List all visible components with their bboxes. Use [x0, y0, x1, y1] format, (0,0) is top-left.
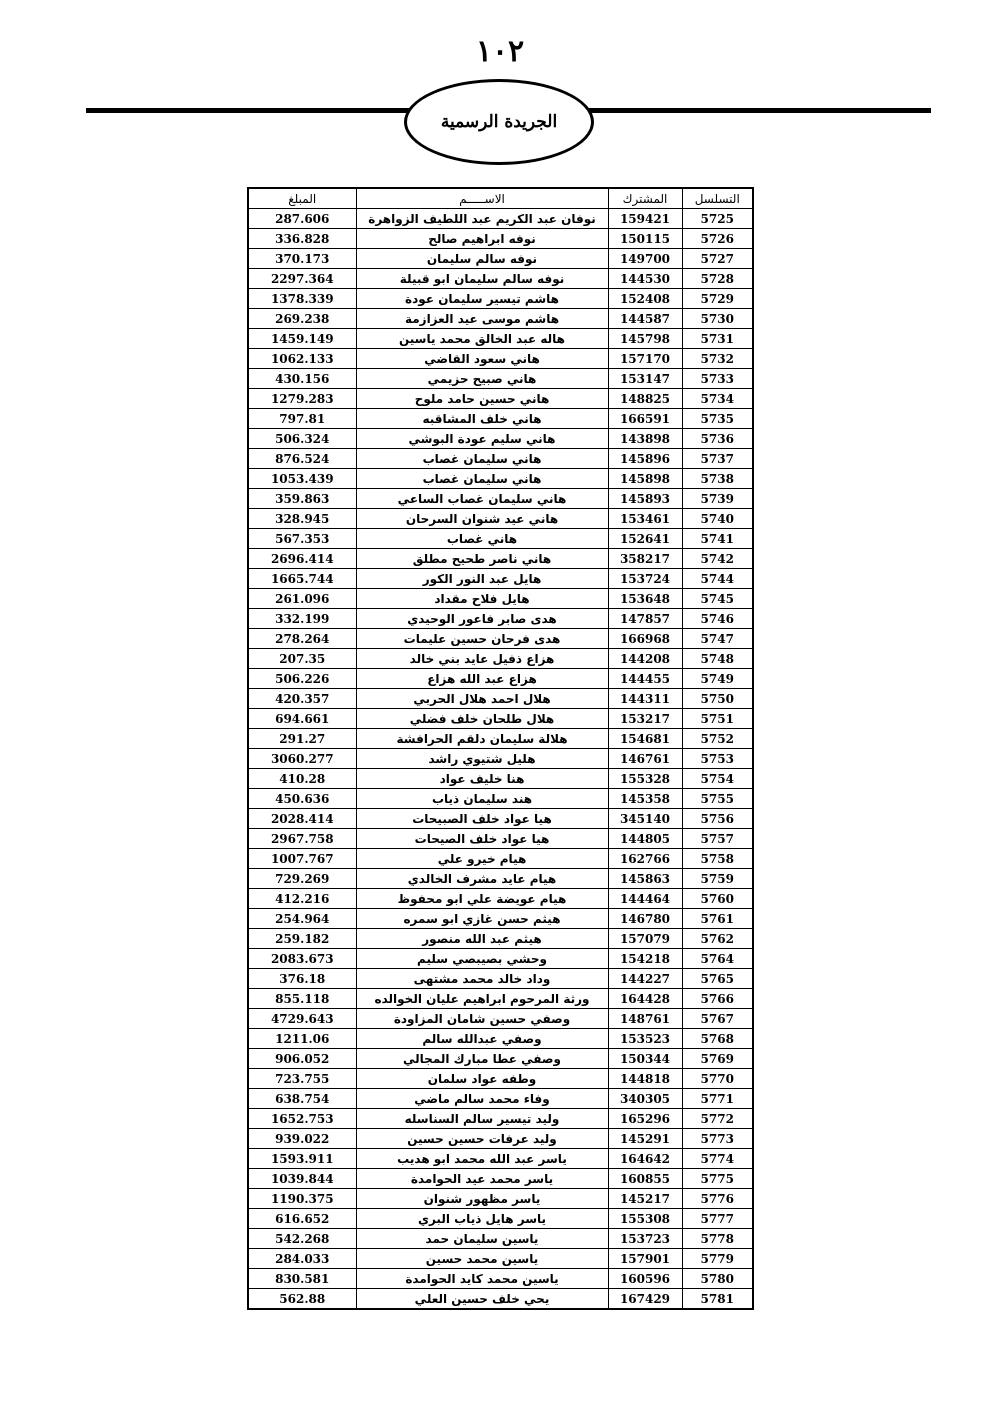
subscriber-cell: 154681: [608, 729, 682, 749]
table-header: [248, 188, 753, 209]
table-row: [248, 1109, 753, 1129]
amount-cell: 420.357: [248, 689, 356, 709]
amount-cell: 1053.439: [248, 469, 356, 489]
table-row: [248, 249, 753, 269]
serial-cell: 5770: [682, 1069, 753, 1089]
table-row: [248, 609, 753, 629]
name-cell: هاني عيد شنوان السرحان: [356, 509, 608, 529]
table-row: [248, 989, 753, 1009]
table-row: [248, 349, 753, 369]
column-header-name: الاســـــم: [356, 188, 608, 209]
serial-cell: 5739: [682, 489, 753, 509]
table-row: [248, 1009, 753, 1029]
serial-cell: 5735: [682, 409, 753, 429]
serial-cell: 5771: [682, 1089, 753, 1109]
serial-cell: 5727: [682, 249, 753, 269]
subscriber-cell: 144818: [608, 1069, 682, 1089]
amount-cell: 723.755: [248, 1069, 356, 1089]
serial-cell: 5758: [682, 849, 753, 869]
serial-cell: 5762: [682, 929, 753, 949]
name-cell: نوفه سالم سليمان: [356, 249, 608, 269]
amount-cell: 269.238: [248, 309, 356, 329]
name-cell: هيثم عبد الله منصور: [356, 929, 608, 949]
table-row: [248, 669, 753, 689]
name-cell: هاني سعود القاضي: [356, 349, 608, 369]
serial-cell: 5733: [682, 369, 753, 389]
table-row: [248, 729, 753, 749]
subscriber-cell: 155328: [608, 769, 682, 789]
table-row: [248, 409, 753, 429]
name-cell: نوفه ابراهيم صالح: [356, 229, 608, 249]
serial-cell: 5768: [682, 1029, 753, 1049]
table-row: [248, 709, 753, 729]
serial-cell: 5726: [682, 229, 753, 249]
name-cell: هنا خليف عواد: [356, 769, 608, 789]
subscriber-cell: 157170: [608, 349, 682, 369]
table-row: [248, 1029, 753, 1049]
amount-cell: 1007.767: [248, 849, 356, 869]
name-cell: هلال طلحان خلف فضلي: [356, 709, 608, 729]
serial-cell: 5767: [682, 1009, 753, 1029]
serial-cell: 5740: [682, 509, 753, 529]
table-row: [248, 309, 753, 329]
amount-cell: 328.945: [248, 509, 356, 529]
table-row: [248, 869, 753, 889]
amount-cell: 376.18: [248, 969, 356, 989]
name-cell: ياسر عبد الله محمد ابو هديب: [356, 1149, 608, 1169]
table-row: [248, 849, 753, 869]
amount-cell: 567.353: [248, 529, 356, 549]
amount-cell: 332.199: [248, 609, 356, 629]
amount-cell: 906.052: [248, 1049, 356, 1069]
name-cell: هاله عبد الخالق محمد ياسين: [356, 329, 608, 349]
subscriber-cell: 145798: [608, 329, 682, 349]
name-cell: هيام عايد مشرف الخالدي: [356, 869, 608, 889]
table-row: [248, 229, 753, 249]
serial-cell: 5751: [682, 709, 753, 729]
serial-cell: 5736: [682, 429, 753, 449]
table-body: [248, 209, 753, 1310]
column-header-serial: التسلسل: [682, 188, 753, 209]
table-row: [248, 1269, 753, 1289]
name-cell: هاني سليم عودة البوشي: [356, 429, 608, 449]
name-cell: هدى فرحان حسين عليمات: [356, 629, 608, 649]
amount-cell: 562.88: [248, 1289, 356, 1310]
name-cell: هاني ناصر طحيح مطلق: [356, 549, 608, 569]
name-cell: ورثة المرحوم ابراهيم عليان الخوالده: [356, 989, 608, 1009]
name-cell: هاني غصاب: [356, 529, 608, 549]
amount-cell: 359.863: [248, 489, 356, 509]
serial-cell: 5765: [682, 969, 753, 989]
subscriber-cell: 152408: [608, 289, 682, 309]
name-cell: وفاء محمد سالم ماضي: [356, 1089, 608, 1109]
name-cell: ياسر محمد عيد الحوامدة: [356, 1169, 608, 1189]
table-row: [248, 209, 753, 229]
table-row: [248, 1169, 753, 1189]
amount-cell: 278.264: [248, 629, 356, 649]
table-row: [248, 549, 753, 569]
serial-cell: 5769: [682, 1049, 753, 1069]
name-cell: وداد خالد محمد مشتهى: [356, 969, 608, 989]
serial-cell: 5756: [682, 809, 753, 829]
amount-cell: 3060.277: [248, 749, 356, 769]
name-cell: نوفه سالم سليمان ابو قبيلة: [356, 269, 608, 289]
name-cell: هاني خلف المشاقبه: [356, 409, 608, 429]
subscriber-cell: 148761: [608, 1009, 682, 1029]
subscriber-cell: 157079: [608, 929, 682, 949]
subscriber-cell: 148825: [608, 389, 682, 409]
subscriber-cell: 153648: [608, 589, 682, 609]
name-cell: هيام خيرو علي: [356, 849, 608, 869]
table-row: [248, 909, 753, 929]
serial-cell: 5745: [682, 589, 753, 609]
subscriber-cell: 145898: [608, 469, 682, 489]
serial-cell: 5741: [682, 529, 753, 549]
serial-cell: 5779: [682, 1249, 753, 1269]
amount-cell: 259.182: [248, 929, 356, 949]
name-cell: هاني صبيح حزيمي: [356, 369, 608, 389]
amount-cell: 1279.283: [248, 389, 356, 409]
table-row: [248, 929, 753, 949]
table-row: [248, 1069, 753, 1089]
subscriber-cell: 164642: [608, 1149, 682, 1169]
amount-cell: 1459.149: [248, 329, 356, 349]
subscriber-cell: 144587: [608, 309, 682, 329]
name-cell: وصفي عطا مبارك المجالي: [356, 1049, 608, 1069]
table-row: [248, 889, 753, 909]
subscriber-cell: 144455: [608, 669, 682, 689]
gazette-title: الجريدة الرسمية: [440, 112, 558, 132]
subscriber-cell: 145358: [608, 789, 682, 809]
amount-cell: 939.022: [248, 1129, 356, 1149]
amount-cell: 1652.753: [248, 1109, 356, 1129]
subscriber-cell: 153723: [608, 1229, 682, 1249]
subscriber-cell: 345140: [608, 809, 682, 829]
serial-cell: 5760: [682, 889, 753, 909]
serial-cell: 5764: [682, 949, 753, 969]
column-header-amount: المبلغ: [248, 188, 356, 209]
serial-cell: 5781: [682, 1289, 753, 1310]
name-cell: ياسر مظهور شنوان: [356, 1189, 608, 1209]
name-cell: هزاع عبد الله هزاع: [356, 669, 608, 689]
subscriber-cell: 153217: [608, 709, 682, 729]
table-row: [248, 969, 753, 989]
serial-cell: 5757: [682, 829, 753, 849]
table-row: [248, 1049, 753, 1069]
name-cell: وصفي حسين شامان المزاودة: [356, 1009, 608, 1029]
amount-cell: 616.652: [248, 1209, 356, 1229]
amount-cell: 506.226: [248, 669, 356, 689]
serial-cell: 5754: [682, 769, 753, 789]
amount-cell: 1211.06: [248, 1029, 356, 1049]
name-cell: نوفان عبد الكريم عبد اللطيف الزواهرة: [356, 209, 608, 229]
serial-cell: 5732: [682, 349, 753, 369]
table-row: [248, 269, 753, 289]
subscriber-cell: 154218: [608, 949, 682, 969]
name-cell: وطفه عواد سلمان: [356, 1069, 608, 1089]
subscriber-cell: 160596: [608, 1269, 682, 1289]
subscriber-cell: 144530: [608, 269, 682, 289]
subscriber-cell: 150115: [608, 229, 682, 249]
table-row: [248, 829, 753, 849]
amount-cell: 1665.744: [248, 569, 356, 589]
table-row: [248, 949, 753, 969]
name-cell: ياسر هايل ذياب البري: [356, 1209, 608, 1229]
name-cell: هاني حسين حامد ملوح: [356, 389, 608, 409]
amount-cell: 1593.911: [248, 1149, 356, 1169]
amount-cell: 542.268: [248, 1229, 356, 1249]
table-row: [248, 569, 753, 589]
table-row: [248, 289, 753, 309]
amount-cell: 430.156: [248, 369, 356, 389]
serial-cell: 5774: [682, 1149, 753, 1169]
subscriber-cell: 153724: [608, 569, 682, 589]
subscriber-cell: 145893: [608, 489, 682, 509]
amount-cell: 2297.364: [248, 269, 356, 289]
subscriber-cell: 340305: [608, 1089, 682, 1109]
table-row: [248, 509, 753, 529]
serial-cell: 5750: [682, 689, 753, 709]
subscriber-cell: 165296: [608, 1109, 682, 1129]
serial-cell: 5766: [682, 989, 753, 1009]
table-row: [248, 429, 753, 449]
table-row: [248, 1229, 753, 1249]
subscriber-cell: 144464: [608, 889, 682, 909]
name-cell: هيام عويضة علي ابو محفوظ: [356, 889, 608, 909]
subscriber-cell: 149700: [608, 249, 682, 269]
subscriber-cell: 145896: [608, 449, 682, 469]
table-row: [248, 809, 753, 829]
serial-cell: 5747: [682, 629, 753, 649]
subscriber-cell: 143898: [608, 429, 682, 449]
amount-cell: 830.581: [248, 1269, 356, 1289]
amount-cell: 4729.643: [248, 1009, 356, 1029]
amount-cell: 506.324: [248, 429, 356, 449]
table-row: [248, 649, 753, 669]
amount-cell: 370.173: [248, 249, 356, 269]
serial-cell: 5775: [682, 1169, 753, 1189]
serial-cell: 5738: [682, 469, 753, 489]
subscriber-cell: 146780: [608, 909, 682, 929]
amount-cell: 450.636: [248, 789, 356, 809]
subscriber-cell: 358217: [608, 549, 682, 569]
column-header-subscriber: المشترك: [608, 188, 682, 209]
subscriber-cell: 145291: [608, 1129, 682, 1149]
name-cell: هاشم تيسير سليمان عودة: [356, 289, 608, 309]
amount-cell: 287.606: [248, 209, 356, 229]
name-cell: هدى صابر فاعور الوحيدي: [356, 609, 608, 629]
subscribers-table: [247, 187, 754, 1310]
serial-cell: 5748: [682, 649, 753, 669]
amount-cell: 412.216: [248, 889, 356, 909]
subscriber-cell: 145217: [608, 1189, 682, 1209]
serial-cell: 5776: [682, 1189, 753, 1209]
subscriber-cell: 144208: [608, 649, 682, 669]
name-cell: يحي خلف حسين العلي: [356, 1289, 608, 1310]
name-cell: هلالة سليمان دلقم الحرافشة: [356, 729, 608, 749]
amount-cell: 254.964: [248, 909, 356, 929]
amount-cell: 1062.133: [248, 349, 356, 369]
amount-cell: 284.033: [248, 1249, 356, 1269]
amount-cell: 855.118: [248, 989, 356, 1009]
amount-cell: 2028.414: [248, 809, 356, 829]
table-row: [248, 1149, 753, 1169]
header-ellipse: [404, 79, 594, 165]
table-row: [248, 529, 753, 549]
table-row: [248, 489, 753, 509]
subscriber-cell: 152641: [608, 529, 682, 549]
subscriber-cell: 144227: [608, 969, 682, 989]
table-row: [248, 469, 753, 489]
name-cell: هيثم حسن غازي ابو سمره: [356, 909, 608, 929]
amount-cell: 694.661: [248, 709, 356, 729]
serial-cell: 5772: [682, 1109, 753, 1129]
serial-cell: 5780: [682, 1269, 753, 1289]
subscriber-cell: 153461: [608, 509, 682, 529]
amount-cell: 638.754: [248, 1089, 356, 1109]
table-row: [248, 1249, 753, 1269]
serial-cell: 5752: [682, 729, 753, 749]
subscriber-cell: 145863: [608, 869, 682, 889]
table-row: [248, 689, 753, 709]
subscriber-cell: 159421: [608, 209, 682, 229]
serial-cell: 5753: [682, 749, 753, 769]
name-cell: ياسين سليمان حمد: [356, 1229, 608, 1249]
amount-cell: 1190.375: [248, 1189, 356, 1209]
serial-cell: 5744: [682, 569, 753, 589]
name-cell: هند سليمان ذياب: [356, 789, 608, 809]
subscriber-cell: 150344: [608, 1049, 682, 1069]
name-cell: هاني سليمان غصاب: [356, 449, 608, 469]
name-cell: هايل فلاح مقداد: [356, 589, 608, 609]
name-cell: وليد تيسير سالم السناسله: [356, 1109, 608, 1129]
table-row: [248, 1089, 753, 1109]
table-row: [248, 749, 753, 769]
name-cell: وحشي بصيبصي سليم: [356, 949, 608, 969]
serial-cell: 5759: [682, 869, 753, 889]
table-row: [248, 589, 753, 609]
serial-cell: 5728: [682, 269, 753, 289]
amount-cell: 291.27: [248, 729, 356, 749]
name-cell: هايل عبد النور الكور: [356, 569, 608, 589]
subscriber-cell: 153523: [608, 1029, 682, 1049]
subscriber-cell: 157901: [608, 1249, 682, 1269]
serial-cell: 5730: [682, 309, 753, 329]
serial-cell: 5725: [682, 209, 753, 229]
serial-cell: 5761: [682, 909, 753, 929]
amount-cell: 261.096: [248, 589, 356, 609]
subscriber-cell: 147857: [608, 609, 682, 629]
table-row: [248, 449, 753, 469]
name-cell: هاني سليمان غصاب: [356, 469, 608, 489]
name-cell: ياسين محمد حسين: [356, 1249, 608, 1269]
serial-cell: 5734: [682, 389, 753, 409]
name-cell: وصفي عبدالله سالم: [356, 1029, 608, 1049]
serial-cell: 5778: [682, 1229, 753, 1249]
name-cell: هليل شتيوي راشد: [356, 749, 608, 769]
amount-cell: 2696.414: [248, 549, 356, 569]
amount-cell: 207.35: [248, 649, 356, 669]
table-row: [248, 329, 753, 349]
subscriber-cell: 160855: [608, 1169, 682, 1189]
serial-cell: 5749: [682, 669, 753, 689]
subscriber-cell: 167429: [608, 1289, 682, 1310]
name-cell: هزاع ذفيل عايد بني خالد: [356, 649, 608, 669]
amount-cell: 2967.758: [248, 829, 356, 849]
table-row: [248, 1209, 753, 1229]
serial-cell: 5755: [682, 789, 753, 809]
amount-cell: 876.524: [248, 449, 356, 469]
page-number: ١٠٢: [475, 34, 525, 69]
table-row: [248, 389, 753, 409]
table-row: [248, 1289, 753, 1310]
name-cell: هيا عواد خلف الصبيحات: [356, 809, 608, 829]
name-cell: هيا عواد خلف الصيحات: [356, 829, 608, 849]
table-row: [248, 1129, 753, 1149]
subscriber-cell: 146761: [608, 749, 682, 769]
subscriber-cell: 166591: [608, 409, 682, 429]
amount-cell: 1378.339: [248, 289, 356, 309]
amount-cell: 729.269: [248, 869, 356, 889]
subscriber-cell: 144311: [608, 689, 682, 709]
serial-cell: 5737: [682, 449, 753, 469]
table-row: [248, 789, 753, 809]
serial-cell: 5729: [682, 289, 753, 309]
serial-cell: 5742: [682, 549, 753, 569]
serial-cell: 5746: [682, 609, 753, 629]
table-row: [248, 629, 753, 649]
name-cell: هاني سليمان غصاب الساعي: [356, 489, 608, 509]
amount-cell: 410.28: [248, 769, 356, 789]
name-cell: ياسين محمد كايد الحوامدة: [356, 1269, 608, 1289]
subscriber-cell: 166968: [608, 629, 682, 649]
table-row: [248, 769, 753, 789]
subscriber-cell: 153147: [608, 369, 682, 389]
subscriber-cell: 155308: [608, 1209, 682, 1229]
table-row: [248, 369, 753, 389]
amount-cell: 797.81: [248, 409, 356, 429]
subscriber-cell: 162766: [608, 849, 682, 869]
amount-cell: 1039.844: [248, 1169, 356, 1189]
subscriber-cell: 144805: [608, 829, 682, 849]
serial-cell: 5773: [682, 1129, 753, 1149]
amount-cell: 336.828: [248, 229, 356, 249]
table-row: [248, 1189, 753, 1209]
name-cell: هاشم موسى عيد العزازمة: [356, 309, 608, 329]
serial-cell: 5731: [682, 329, 753, 349]
serial-cell: 5777: [682, 1209, 753, 1229]
name-cell: وليد عرفات حسين حسين: [356, 1129, 608, 1149]
amount-cell: 2083.673: [248, 949, 356, 969]
name-cell: هلال احمد هلال الحربي: [356, 689, 608, 709]
subscriber-cell: 164428: [608, 989, 682, 1009]
header-row: [248, 188, 753, 209]
